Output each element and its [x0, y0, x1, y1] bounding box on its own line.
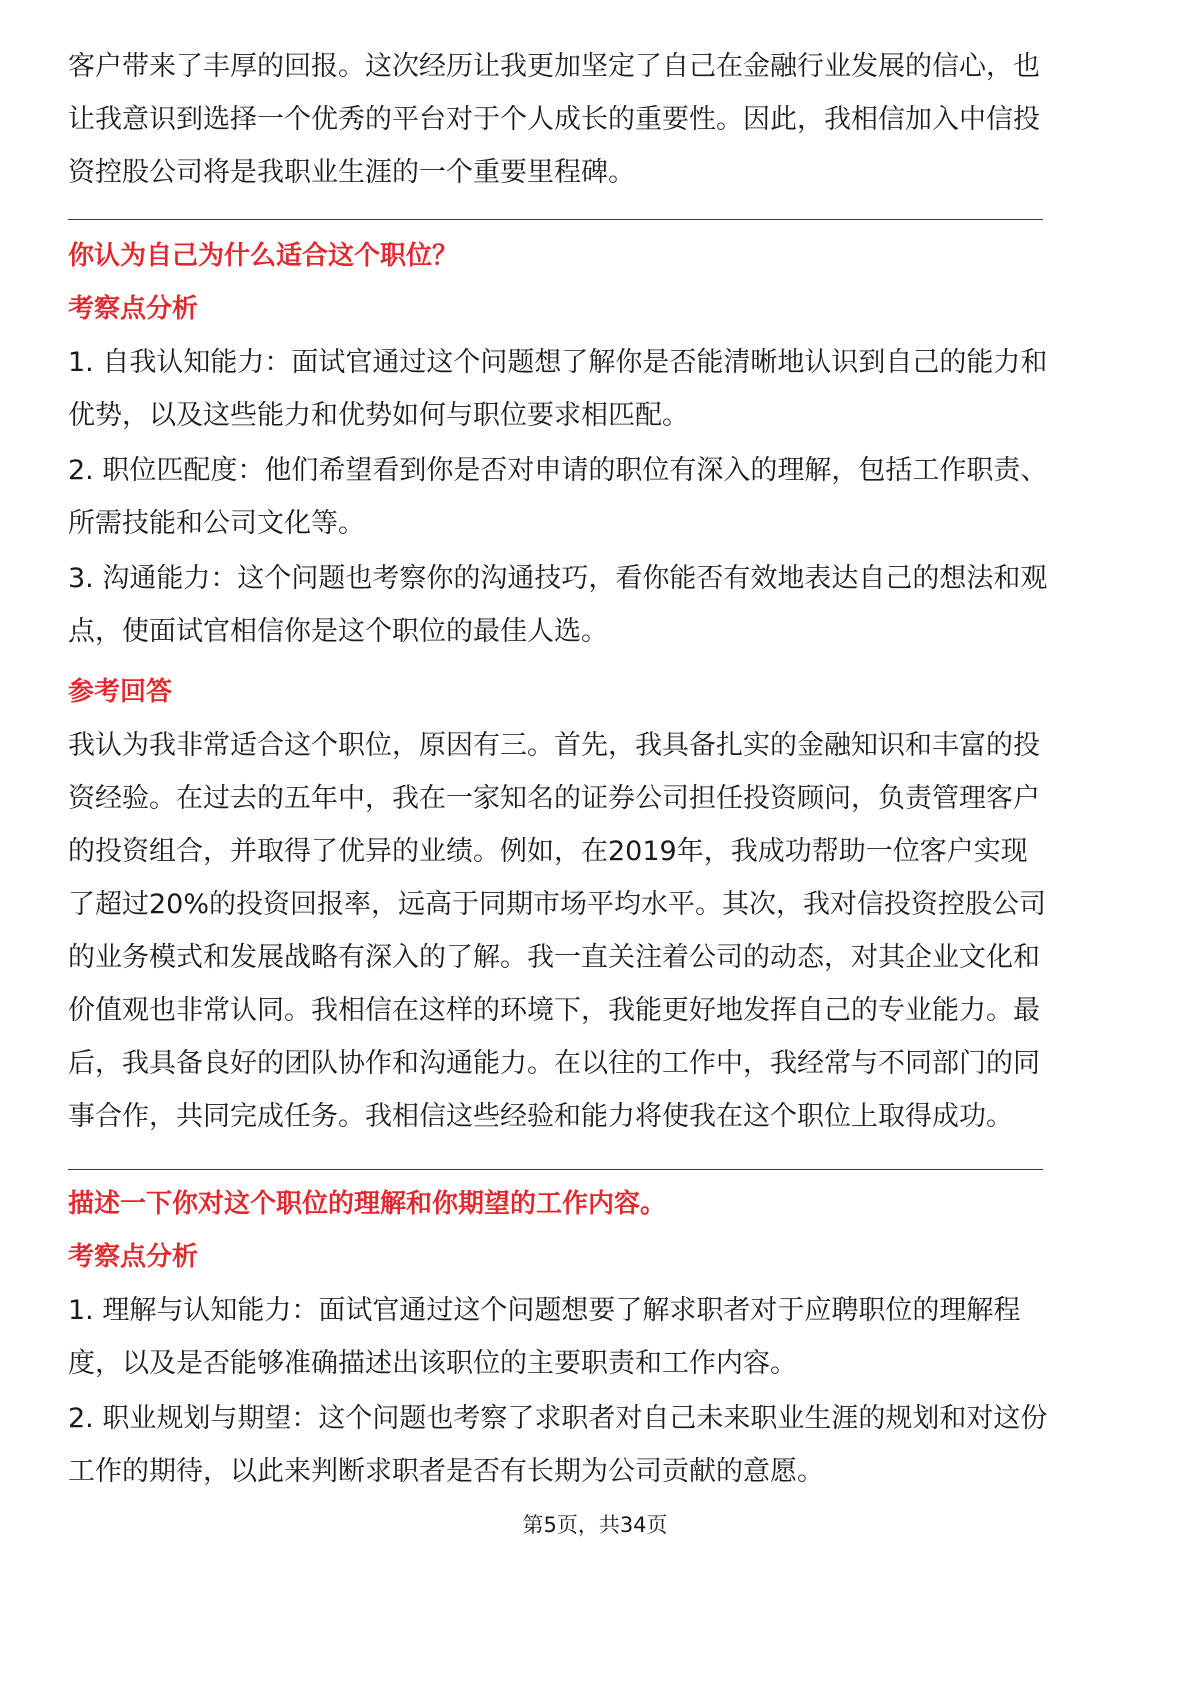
analysis-point: 1. 理解与认知能力：面试官通过这个问题想要了解求职者对于应聘职位的理解程度，以及是否能够准确描述出该职位的主要职责和工作内容。: [68, 1295, 1021, 1379]
analysis-point: 1. 自我认知能力：面试官通过这个问题想了解你是否能清晰地认识到自己的能力和优势，以及这些能力和优势如何与职位要求相匹配。: [68, 347, 1048, 431]
analysis-point: 3. 沟通能力：这个问题也考察你的沟通技巧，看你能否有效地表达自己的想法和观点，使面试官相信你是这个职位的最佳人选。: [68, 563, 1048, 647]
section-divider: [68, 1169, 1043, 1170]
question-section-2: [68, 1178, 1048, 1498]
analysis-point: 2. 职业规划与期望：这个问题也考察了求职者对自己未来职业生涯的规划和对这份工作的期待，以此来判断求职者是否有长期为公司贡献的意愿。: [68, 1403, 1048, 1487]
question-section-1: [68, 230, 1048, 1143]
analysis-heading: 考察点分析: [68, 1242, 199, 1272]
answer-heading: 参考回答: [68, 677, 173, 707]
page-content: [68, 40, 1048, 1500]
analysis-heading: 考察点分析: [68, 294, 199, 324]
section-divider: [68, 219, 1043, 220]
intro-paragraph: 客户带来了丰厚的回报。这次经历让我更加坚定了自己在金融行业发展的信心，也让我意识到选择一个优秀的平台对于个人成长的重要性。因此，我相信加入中信投资控股公司将是我职业生涯的一个重要里程碑。: [68, 51, 1040, 188]
question-heading: 描述一下你对这个职位的理解和你期望的工作内容。: [68, 1189, 667, 1219]
question-heading: 你认为自己为什么适合这个职位？: [68, 241, 459, 271]
analysis-point: 2. 职位匹配度：他们希望看到你是否对申请的职位有深入的理解，包括工作职责、所需技能和公司文化等。: [68, 455, 1048, 539]
answer-paragraph: 我认为我非常适合这个职位，原因有三。首先，我具备扎实的金融知识和丰富的投资经验。在过去的五年中，我在一家知名的证券公司担任投资顾问，负责管理客户的投资组合，并取得了优异的业绩。例如，在2019年，我成功帮助一位客户实现了超过20%的投资回报率，远高于同期市场平均水平。其次，我对信投资控股公司的业务模式和发展战略有深入的了解。我一直关注着公司的动态，对其企业文化和价值观也非常认同。我相信在这样的环境下，我能更好地发挥自己的专业能力。最后，我具备良好的团队协作和沟通能力。在以往的工作中，我经常与不同部门的同事合作，共同完成任务。我相信这些经验和能力将使我在这个职位上取得成功。: [68, 730, 1047, 1132]
page-number-footer: 第5页，共34页: [522, 1513, 668, 1537]
